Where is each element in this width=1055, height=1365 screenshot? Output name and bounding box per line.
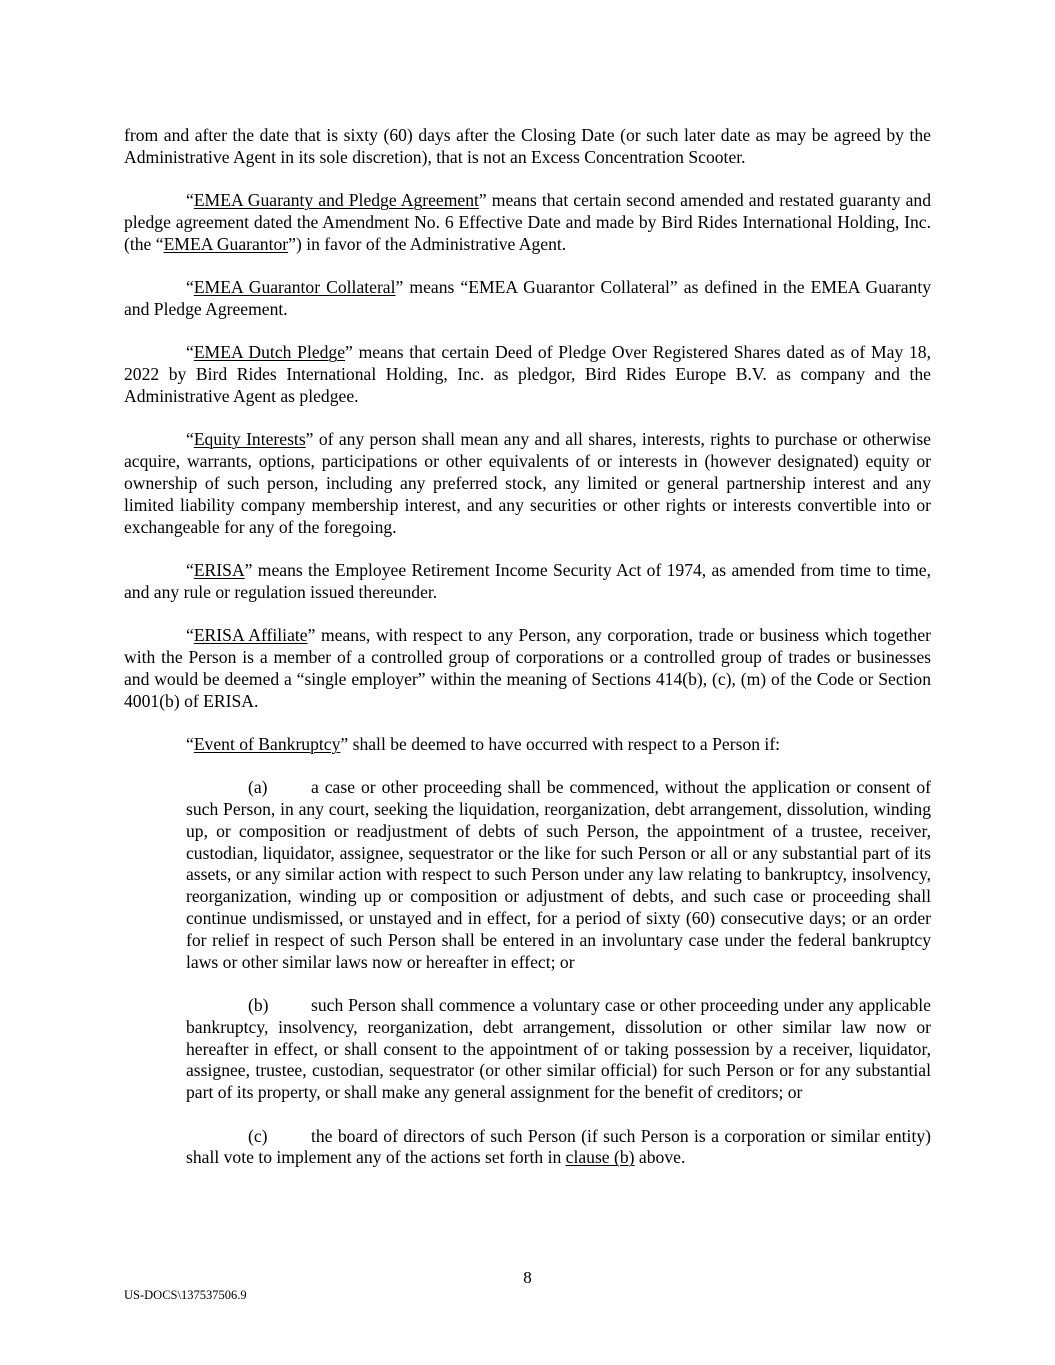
defined-term: EMEA Dutch Pledge <box>193 342 346 363</box>
defined-term: EMEA Guarantor Collateral <box>193 277 396 298</box>
defined-term: EMEA Guarantor <box>163 233 289 254</box>
document-body <box>124 125 931 1191</box>
defined-term: ERISA Affiliate <box>193 625 308 646</box>
clause-c: (c) the board of directors of such Person (if such Person is a corporation or similar entity) shall vote to implement any of the actions set forth in clause (b) above. <box>186 1125 931 1168</box>
defined-term: ERISA <box>193 559 245 580</box>
definition-equity-interests: “Equity Interests” of any person shall mean any and all shares, interests, rights to purchase or otherwise acquire, warrants, options, participations or other equivalents of or interests in (however designated) equity or ownership of such person, including any preferred stock, any limited or general partnership interest and any limited liability company membership interest, and any securities or other rights or interests convertible into or exchangeable for any of the foregoing. <box>124 429 931 537</box>
clause-a: (a) a case or other proceeding shall be commenced, without the application or consent of such Person, in any court, seeking the liquidation, reorganization, debt arrangement, dissolution, winding up, or composition or readjustment of debts of such Person, the appointment of a trustee, receiver, custodian, liquidator, assignee, sequestrator or the like for such Person or all or any substantial part of its assets, or any similar action with respect to such Person under any law relating to bankruptcy, insolvency, reorganization, winding up or composition or adjustment of debts, and such case or proceeding shall continue undismissed, or unstayed and in effect, for a period of sixty (60) consecutive days; or an order for relief in respect of such Person shall be entered in an involuntary case under the federal bankruptcy laws or other similar laws now or hereafter in effect; or <box>186 777 931 972</box>
clause-label: (c) <box>248 1125 268 1146</box>
clause-reference: clause (b) <box>565 1147 635 1168</box>
clause-b: (b) such Person shall commence a voluntary case or other proceeding under any applicable bankruptcy, insolvency, reorganization, debt arrangement, dissolution or other similar law now or hereafter in effect, or shall consent to the appointment of or taking possession by a receiver, liquidator, assignee, trustee, custodian, sequestrator (or other similar official) for such Person or for any substantial part of its property, or shall make any general assignment for the benefit of creditors; or <box>186 995 931 1103</box>
definition-erisa-affiliate: “ERISA Affiliate” means, with respect to any Person, any corporation, trade or business which together with the Person is a member of a controlled group of corporations or a controlled group of trades or businesses and would be deemed a “single employer” within the meaning of Sections 414(b), (c), (m) of the Code or Section 4001(b) of ERISA. <box>124 625 931 711</box>
page-number: 8 <box>523 1268 532 1287</box>
document-id: US-DOCS\137537506.9 <box>124 1288 247 1302</box>
definition-erisa: “ERISA” means the Employee Retirement Income Security Act of 1974, as amended from time to time, and any rule or regulation issued thereunder. <box>124 559 931 602</box>
definition-event-of-bankruptcy: “Event of Bankruptcy” shall be deemed to have occurred with respect to a Person if: <box>186 733 781 754</box>
definition-emea-guarantor-collateral: “EMEA Guarantor Collateral” means “EMEA Guarantor Collateral” as defined in the EMEA Guaranty and Pledge Agreement. <box>124 277 932 319</box>
paragraph-continuation: from and after the date that is sixty (60) days after the Closing Date (or such later date as may be agreed by the Administrative Agent in its sole discretion), that is not an Excess Concentration Scooter. <box>124 125 931 167</box>
defined-term: EMEA Guaranty and Pledge Agreement <box>193 190 479 211</box>
definition-emea-guaranty-and-pledge-agreement: “EMEA Guaranty and Pledge Agreement” means that certain second amended and restated guaranty and pledge agreement dated the Amendment No. 6 Effective Date and made by Bird Rides International Holding, Inc. (the “EMEA Guarantor”) in favor of the Administrative Agent. <box>124 190 931 254</box>
clause-label: (a) <box>248 777 268 798</box>
defined-term: Equity Interests <box>193 429 306 450</box>
definition-emea-dutch-pledge: “EMEA Dutch Pledge” means that certain Deed of Pledge Over Registered Shares dated as of May 18, 2022 by Bird Rides International Holding, Inc. as pledgor, Bird Rides Europe B.V. as company and the Administrative Agent as pledgee. <box>124 342 931 406</box>
defined-term: Event of Bankruptcy <box>193 733 341 754</box>
clause-label: (b) <box>248 995 269 1016</box>
